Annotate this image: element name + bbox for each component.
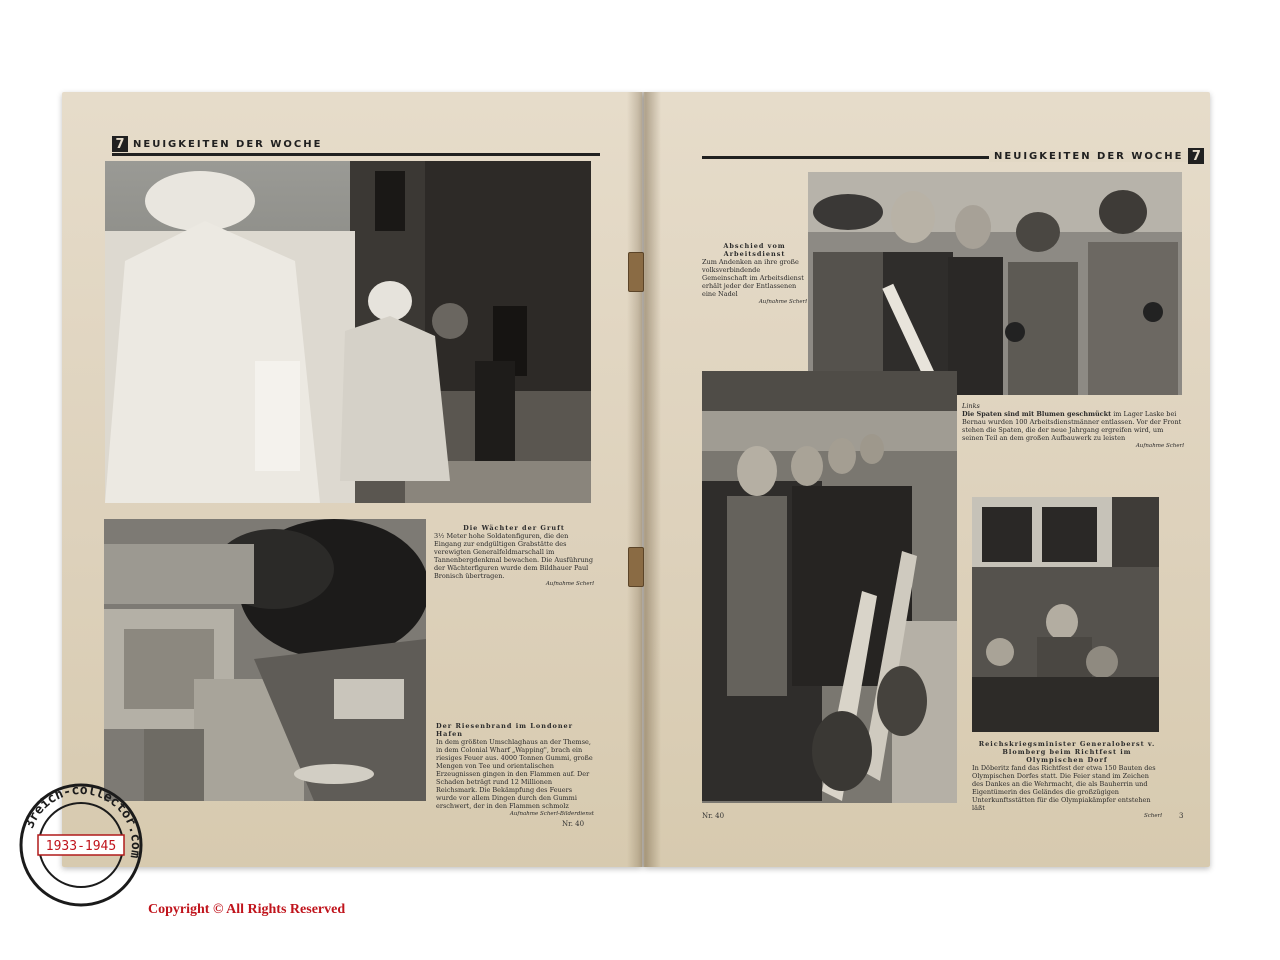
photo-blomberg-olympic-village [972,497,1159,732]
caption-label: Links [962,402,980,410]
caption-text: 3½ Meter hohe Soldatenfiguren, die den Eingang zur endgültigen Grabstätte des verewigten Generalfeldmarschall im Tannenbergdenkmal bewachen. Die Ausführung der Wächterfiguren wurde dem Bildhauer Paul Bronisch übertragen. [434,532,593,580]
photo-credit: Aufnahme Scherl [758,299,807,305]
header-rule [112,153,600,156]
caption-title: Die Wächter der Gruft [463,524,565,532]
caption-title: Abschied vom Arbeitsdienst [723,242,786,258]
caption-spades [962,402,1184,450]
page-header [989,148,1204,164]
header-title: NEUIGKEITEN DER WOCHE [133,138,323,150]
photo-credit: Aufnahme Scherl [545,581,594,587]
collector-stamp-logo [16,780,146,910]
page-number: Nr. 40 [702,812,725,820]
caption-farewell [702,242,807,306]
caption-text: im Lager Laske bei Bernau wurden 100 Arbeitsdienstmänner entlassen. Vor der Front stehen die Spaten, die der neue Jahrgang ergreifen wird, um seinen Teil an dem großen Aufbauwerk zu leisten [962,410,1182,442]
caption-heading: Die Spaten sind mit Blumen geschmückt [962,410,1112,418]
svg-text:1933-1945: 1933-1945 [45,839,117,854]
caption-blomberg [972,740,1162,820]
copyright-notice: Copyright © All Rights Reserved [148,902,346,917]
page-number-folio: 3 [1179,812,1184,820]
caption-text: In dem größten Umschlaghaus an der Themse, in dem Colonial Wharf „Wapping", brach ein riesiges Feuer aus. 4000 Tonnen Gummi, große Mengen von Tee und orientalischen Erzeugnissen gingen in den Flammen auf. Der Schaden beträgt rund 12 Millionen Reichsmark. Die Bekämpfung des Feuers wurde vor allem Dingen durch den Gummi erschwert, der in den Flammen schmolz [436,738,593,810]
caption-grave-guardians [434,524,594,588]
caption-text: Zum Andenken an ihre große volksverbindende Gemeinschaft im Arbeitsdienst erhält jeder der Entlassenen eine Nadel [702,258,804,298]
caption-title: Reichskriegsminister Generaloberst v. Blomberg beim Richtfest im Olympischen Dorf [978,740,1156,764]
header-title: NEUIGKEITEN DER WOCHE [989,151,1188,162]
staple-bottom [628,547,644,587]
right-page [644,92,1210,867]
photo-credit: Aufnahme Scherl-Bilderdienst [509,811,594,817]
photo-statues [105,161,591,503]
page-header [112,136,327,152]
staple-top [628,252,644,292]
photo-flower-spades [702,371,957,803]
binding-gutter [627,92,661,867]
magazine-spread [62,92,1210,867]
header-number: 7 [112,136,128,152]
caption-text: In Döberitz fand das Richtfest der etwa 150 Bauten des Olympischen Dorfes statt. Die Feier stand im Zeichen des Dankes an die Wehrmacht, die als Bauherrin und Eigentümerin des Geländes die großzügigen Unterkunftsstätten für die Olympiakämpfer entstehen läßt [972,764,1156,812]
caption-title: Der Riesenbrand im Londoner Hafen [436,722,574,738]
photo-credit: Scherl [1143,813,1162,819]
photo-credit: Aufnahme Scherl [1135,443,1184,449]
svg-text:3reich-collector.com: 3reich-collector.com [22,782,144,860]
left-page [62,92,642,867]
photo-labour-service-farewell [808,172,1182,395]
caption-harbour-fire [436,722,594,818]
page-number: Nr. 40 [562,820,585,828]
header-number: 7 [1188,148,1204,164]
photo-harbour-fire [104,519,426,801]
